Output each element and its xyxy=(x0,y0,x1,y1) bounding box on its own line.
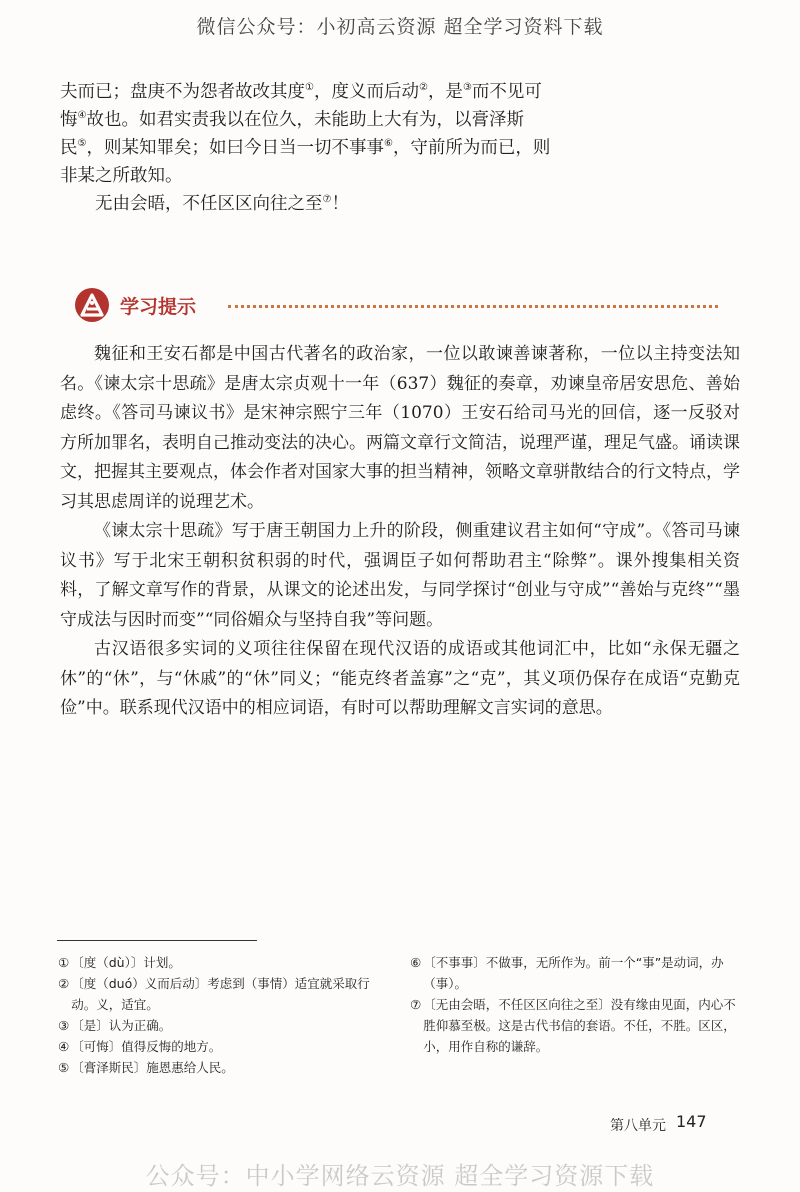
section-title: 学习提示 xyxy=(120,295,197,318)
text-run: 无由会晤，不任区区向往之至 xyxy=(95,194,323,214)
footnote-7 xyxy=(410,994,740,1057)
footnote-number: ④ xyxy=(58,1039,70,1054)
footnote-6 xyxy=(410,952,740,994)
text-run: ，则某知罪矣；如曰今日当一切不事事 xyxy=(86,138,384,158)
footnote-4 xyxy=(58,1036,388,1057)
footnotes-left xyxy=(58,952,388,1078)
footnote-1 xyxy=(58,952,388,973)
footnote-text: 〔无由会晤，不任区区向往之至〕没有缘由见面，内心不胜仰慕至极。这是古代书信的套语。不任，不胜。区区，小，用作自称的谦辞。 xyxy=(423,997,736,1054)
footnote-number: ⑤ xyxy=(58,1060,70,1075)
page-number: 147 xyxy=(676,1112,707,1131)
footnote-text: 〔是〕认为正确。 xyxy=(71,1018,172,1033)
text-run: 悔 xyxy=(60,110,78,130)
footnote-marker-4: ④ xyxy=(77,110,87,122)
unit-label: 第八单元 xyxy=(610,1118,666,1134)
page-header-watermark: 微信公众号：小初高云资源 超全学习资料下载 xyxy=(196,16,604,38)
footnote-marker-6: ⑥ xyxy=(383,138,393,150)
footnote-marker-5: ⑤ xyxy=(77,138,87,150)
footnotes-right xyxy=(410,952,740,1057)
footnote-marker-7: ⑦ xyxy=(322,194,332,206)
bottom-watermark: 公众号：中小学网络云资源 超全学习资源下载 xyxy=(145,1162,655,1190)
text-run: ，守前所为而已，则 xyxy=(392,138,551,158)
tip-paragraph-2: 《谏太宗十思疏》写于唐王朝国力上升的阶段，侧重建议君主如何“守成”。《答司马谏议书》写于北宋王朝积贫积弱的时代，强调臣子如何帮助君主“除弊”。课外搜集相关资料，了解文章写作的背景，从课文的论述出发，与同学探讨“创业与守成”“善始与克终”“墨守成法与因时而变”“同俗媚众与坚持自我”等问题。 xyxy=(60,521,740,630)
text-run: ，是 xyxy=(427,82,463,102)
tip-paragraph-1: 魏征和王安石都是中国古代著名的政治家，一位以敢谏善谏著称，一位以主持变法知名。《谏太宗十思疏》是唐太宗贞观十一年（637）魏征的奏章，劝谏皇帝居安思危、善始虑终。《答司马谏议书》是宋神宗熙宁三年（1070）王安石给司马光的回信，逐一反驳对方所加罪名，表明自己推动变法的决心。两篇文章行文简洁，说理严谨，理足气盛。诵读课文，把握其主要观点，体会作者对国家大事的担当精神，领略文章骈散结合的行文特点，学习其思虑周详的说理艺术。 xyxy=(60,344,740,512)
text-run: 民 xyxy=(60,138,78,158)
footnote-number: ⑦ xyxy=(410,997,422,1012)
footnote-text: 〔膏泽斯民〕施恩惠给人民。 xyxy=(71,1060,234,1075)
section-divider-dots xyxy=(228,305,718,308)
body-paragraph-2 xyxy=(95,190,755,218)
footnote-text: 〔度（duó）义而后动〕考虑到（事情）适宜就采取行动。义，适宜。 xyxy=(71,976,370,1012)
footnote-number: ② xyxy=(58,976,70,991)
footnote-number: ⑥ xyxy=(410,955,422,970)
footnote-marker-3: ③ xyxy=(462,82,472,94)
footnote-number: ① xyxy=(58,955,70,970)
text-run: 非某之所敢知。 xyxy=(60,166,183,186)
footnote-text: 〔可悔〕值得反悔的地方。 xyxy=(71,1039,222,1054)
footnote-number: ③ xyxy=(58,1018,70,1033)
footnote-3 xyxy=(58,1015,388,1036)
text-run: 夫而已；盘庚不为怨者故改其度 xyxy=(60,82,305,102)
footnote-text: 〔度（dù）〕计划。 xyxy=(71,955,181,970)
footnote-rule xyxy=(57,940,257,941)
text-run: ，度义而后动 xyxy=(313,82,419,102)
footnote-marker-1: ① xyxy=(305,82,314,94)
text-run: ！ xyxy=(331,194,349,214)
study-tip-logo-icon xyxy=(74,287,110,323)
text-run: 故也。如君实责我以在位久，未能助上大有为，以膏泽斯 xyxy=(86,110,524,130)
section-header xyxy=(74,285,196,325)
text-run: 而不见可 xyxy=(471,82,542,102)
tip-paragraph-3: 古汉语很多实词的义项往往保留在现代汉语的成语或其他词汇中，比如“永保无疆之休”的“休”，与“休戚”的“休”同义；“能克终者盖寡”之“克”，其义项仍保存在成语“克勤克俭”中。联系现代汉语中的相应词语，有时可以帮助理解文言实词的意思。 xyxy=(60,639,740,718)
body-paragraph-1 xyxy=(60,78,760,190)
footnote-text: 〔不事事〕不做事，无所作为。前一个“事”是动词，办（事）。 xyxy=(423,955,724,991)
footnote-5 xyxy=(58,1057,388,1078)
footnote-marker-2: ② xyxy=(418,82,428,94)
footnote-2 xyxy=(58,973,388,1015)
